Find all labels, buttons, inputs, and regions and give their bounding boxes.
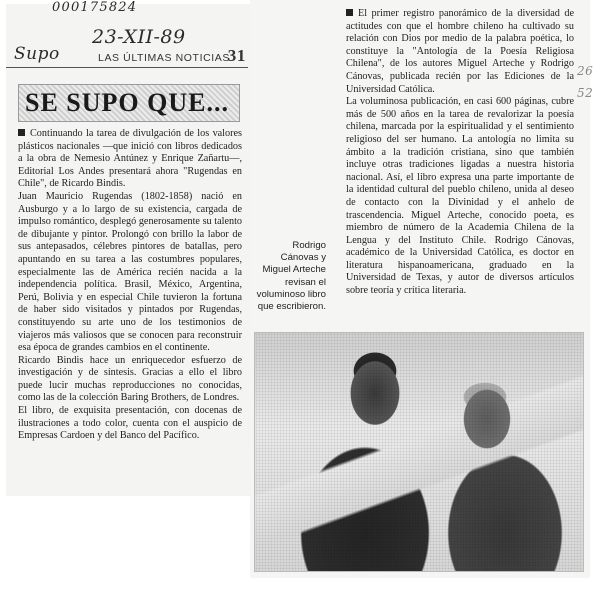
article-paragraph: El libro, de exquisita presentación, con docenas de ilustraciones a todo color, cuenta con el auspicio de Empresas Cardoen y del Banco del Pacífico.	[18, 405, 242, 442]
bullet-icon	[346, 9, 353, 16]
article-paragraph: La voluminosa publicación, en casi 600 páginas, cubre más de 500 años en la tarea de revalorizar la poesía chilena, marcada por la espiritualidad y el sentimiento religioso del ser humano. La antología no limita su ámbito a la tradición cristiana, sino que también incluye otras tradiciones ligadas a nuestra historia nacional. Así, el libro expresa una parte importante de la identidad cultural del pueblo chileno, unida al deseo de contacto con la Divinidad y el anhelo de trascendencia. Miguel Arteche, conocido poeta, es miembro de número de la Academia Chilena de la Lengua y del Instituto Chile. Rodrigo Cánovas, académico de la Universidad Católica, es doctor en literatura hispanoamericana, graduado en la Universidad de Texas, y autor de diversos artículos sobre teoría y crítica literaria.	[346, 96, 574, 297]
halftone-texture	[255, 333, 583, 571]
page-number: 31	[227, 46, 246, 65]
handwritten-date: 23-XII-89	[92, 26, 186, 48]
margin-note: 52	[577, 86, 594, 100]
newspaper-name: LAS ÚLTIMAS NOTICIAS	[98, 52, 230, 64]
left-article	[18, 128, 242, 443]
right-article	[346, 8, 574, 298]
article-paragraph: El primer registro panorámico de la diversidad de actitudes con que el hombre chileno ha cultivado su relación con Dios por medio de la palabra poética, lo constituye la "Antología de la Poesía Religiosa Chilena", de los autores Miguel Arteche y Rodrigo Cánovas, publicada recién por las Ediciones de la Universidad Católica.	[346, 8, 574, 95]
section-title: SE SUPO QUE...	[25, 88, 229, 117]
photo-caption: Rodrigo Cánovas y Miguel Arteche revisan el voluminoso libro que escribieron.	[256, 240, 326, 313]
article-paragraph: Ricardo Bindis hace un enriquecedor esfuerzo de investigación y de síntesis. Gracias a ello el libro puede lucir muchas reproducciones no conocidas, como las de la colección Baring Brothers, de Londres.	[18, 354, 242, 404]
bullet-icon	[18, 129, 25, 136]
archive-number: 000175824	[52, 0, 138, 15]
article-paragraph: Continuando la tarea de divulgación de los valores plásticos nacionales —que inició con libros dedicados a la obra de Nemesio Antúnez y Enrique Zañartu—, Editorial Los Andes presentará ahora "Rugendas en Chile", de Ricardo Bindis.	[18, 128, 242, 190]
margin-note: 26	[577, 64, 594, 78]
photo-two-men-reviewing-book	[254, 332, 584, 572]
masthead-rule	[6, 67, 248, 68]
newspaper-masthead	[98, 46, 248, 68]
handwritten-source-note: Supo	[14, 44, 60, 64]
section-banner	[18, 84, 240, 122]
article-paragraph: Juan Mauricio Rugendas (1802-1858) nació en Ausburgo y a lo largo de su existencia, cargada de impulso romántico, desplegó generosamente su talento de dibujante y pintor. Prolongó con brillo la labor de sus antepasados, célebres pintores de batallas, pero apuntando en su tarea a las costumbres populares, especialmente las de América recién nacida a la independencia política. Brasil, México, Argentina, Perú, Bolivia y en especial Chile tuvieron la fortuna de haber sido visitados y pintados por Rugendas, constituyendo su arte uno de los testimonios de viajeros más valiosos que se conocen para reconstruir esa época de grandes cambios en el continente.	[18, 190, 242, 354]
